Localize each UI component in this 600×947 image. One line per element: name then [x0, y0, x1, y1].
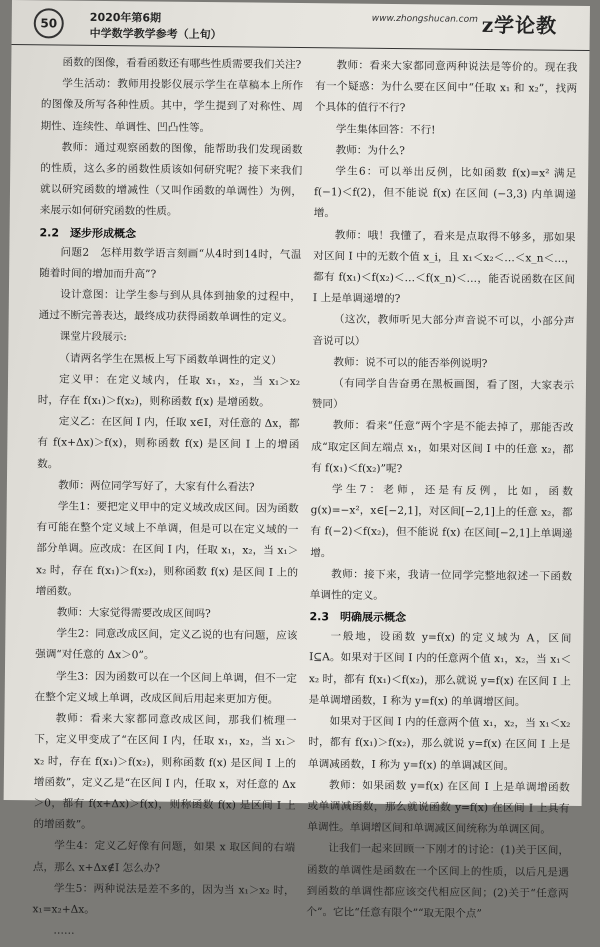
paragraph: 教师：说不可以的能否举例说明?	[333, 356, 488, 370]
left-column	[32, 52, 303, 944]
paragraph: 教师：看来大家都同意两种说法是等价的。现在我有一个疑惑：为什么要在区间中“任取 x₁ 和 x₂”，找两个具体的值行不行?	[314, 59, 578, 115]
journal-page	[4, 0, 590, 937]
paragraph: 课堂片段展示:	[59, 330, 127, 344]
ellipsis: ……	[53, 924, 75, 937]
website-url: www.zhongshucan.com	[371, 13, 478, 25]
paragraph: 教师：两位同学写好了，大家有什么看法?	[58, 479, 255, 494]
paragraph: 教师：如果函数 y=f(x) 在区间 I 上是单调增函数或单调减函数，那么就说函数 y=f(x) 在区间 I 上具有单调性。单调增区间和单调减区间统称为单调区间。	[307, 779, 570, 836]
paragraph: 学生4：定义乙好像有问题，如果 x 取区间的右端点，那么 x+Δx∉I 怎么办?	[32, 839, 296, 875]
paragraph: 学生7：老师，还是有反例，比如，函数 g(x)=−x²，x∈[−2,1]，对区间[−2,1]上的任意 x₂，都有 f(−2)＜f(x₂)，但不能说 f(x) 在区间[−2,1]上单调递增。	[310, 483, 573, 560]
paragraph: 学生1：要把定义甲中的定义域改成区间。因为函数有可能在整个定义域上不单调，但是可以在定义域的一部分单调。应改成：在区间 I 内，任取 x₁，x₂，当 x₁＞x₂ 时，存在 f(x₁)＞f(x₂)，则称函数 f(x) 是区间 I 上的增函数。	[35, 500, 299, 598]
paragraph: 学生2：同意改成区间，定义乙说的也有问题，应该强调“对任意的 Δx＞0”。	[35, 627, 298, 663]
paragraph: 如果对于区间 I 内的任意两个值 x₁，x₂，当 x₁＜x₂ 时，都有 f(x₁)＞f(x₂)，那么就说 y=f(x) 在区间 I 上是单调减函数，I 称为 y=f(x) 的单调减区间。	[307, 715, 571, 772]
paragraph: 教师：为什么?	[335, 144, 405, 157]
paragraph: 函数的图像，看看函数还有哪些性质需要我们关注?	[62, 56, 302, 72]
paragraph: 教师：哦！我懂了，看来是点取得不够多，那如果对区间 I 中的无数个值 x_i，且 x₁＜x₂＜…＜x_n＜…，都有 f(x₁)＜f(x₂)＜…＜f(x_n)＜…，能否说函数在区间 I 上是单调递增的?	[312, 229, 576, 306]
paragraph: （请两名学生在黑板上写下函数单调性的定义）	[59, 352, 282, 367]
paragraph: （有同学自告奋勇在黑板画图，看了图，大家表示赞同）	[311, 377, 575, 411]
paragraph: 学生集体回答：不行!	[335, 123, 436, 137]
paragraph: 设计意图：让学生参与到从具体到抽象的过程中，通过不断完善表达，最终成功获得函数单调性的定义。	[38, 288, 301, 325]
page-header	[12, 0, 590, 51]
paragraph: 让我们一起来回顾一下刚才的讨论：(1)关于区间，函数的单调性是函数在一个区间上的性质，以后凡是遇到函数的单调性都应该交代相应区间；(2)关于“任意两个”。它比“任意有限个”“取无限个点”	[306, 842, 570, 920]
issue-label: 2020年第6期	[89, 10, 162, 25]
paragraph: 一般地，设函数 y=f(x) 的定义域为 A，区间 I⊆A。如果对于区间 I 内的任意两个值 x₁，x₂，当 x₁＜x₂ 时，都有 f(x₁)＜f(x₂)，那么就说 y=f(x) 在区间 I 上是单调增函数，I 称为 y=f(x) 的单调增区间。	[308, 630, 572, 709]
page-number: 50	[34, 8, 64, 38]
paragraph: 学生6：可以举出反例，比如函数 f(x)=x² 满足 f(−1)＜f(2)，但不能说 f(x) 在区间 (−3,3) 内单调递增。	[313, 165, 577, 220]
column-title: z学论教	[481, 12, 558, 38]
paragraph: 问题2 怎样用数学语言刻画“从4时到14时，气温随着时间的增加而升高”?	[39, 246, 302, 281]
section-heading: 2.3 明确展示概念	[309, 610, 407, 625]
paragraph: 学生活动：教师用投影仪展示学生在草稿本上所作的图像及所写各种性质。其中，学生提到了对称性、周期性、连续性、单调性、凹凸性等。	[40, 77, 304, 134]
paragraph: 学生5：两种说法是差不多的，因为当 x₁＞x₂ 时，x₁=x₂+Δx。	[32, 882, 295, 916]
paragraph: 定义乙：在区间 I 内，任取 x∈I，对任意的 Δx，都有 f(x+Δx)＞f(x)，则称函数 f(x) 是区间 I 上的增函数。	[37, 415, 300, 471]
paragraph: 定义甲：在定义域内，任取 x₁，x₂，当 x₁＞x₂ 时，存在 f(x₁)＞f(x₂)，则称函数 f(x) 是增函数。	[37, 373, 301, 409]
section-heading: 2.2 逐步形成概念	[39, 225, 137, 240]
paragraph: 教师：看来“任意”两个字是不能去掉了，那能否改成“取定区间左端点 x₁，如果对区间 I 中的任意 x₂，都有 f(x₁)＜f(x₂)”呢?	[311, 419, 574, 475]
paragraph: （这次，教师听见大部分声音说不可以，小部分声音说可以）	[312, 313, 575, 348]
paragraph: 教师：看来大家都同意改成区间，那我们梳理一下，定义甲变成了“在区间 I 内，任取 x₁，x₂，当 x₁＞x₂ 时，存在 f(x₁)＞f(x₂)，则称函数 f(x) 是区间 I 上的增函数”，定义乙是“在区间 I 内，任取 x，对任意的 Δx＞0，都有 f(x+Δx)＞f(x)，则称函数 f(x) 是区间 I 上的增函数”。	[33, 712, 297, 831]
right-column	[306, 55, 577, 926]
paragraph: 教师：大家觉得需要改成区间吗?	[56, 606, 211, 621]
journal-name: 中学数学教学参考（上旬）	[89, 26, 222, 42]
paragraph: 学生3：因为函数可以在一个区间上单调，但不一定在整个定义域上单调，改成区间后用起来更加方便。	[34, 670, 297, 706]
paragraph: 教师：通过观察函数的图像，能帮助我们发现函数的性质，这么多的函数性质该如何研究呢？接下来我们就以研究函数的增减性（又叫作函数的单调性）为例，来展示如何研究函数的性质。	[39, 141, 303, 219]
paragraph: 教师：接下来，我请一位同学完整地叙述一下函数单调性的定义。	[309, 568, 573, 603]
